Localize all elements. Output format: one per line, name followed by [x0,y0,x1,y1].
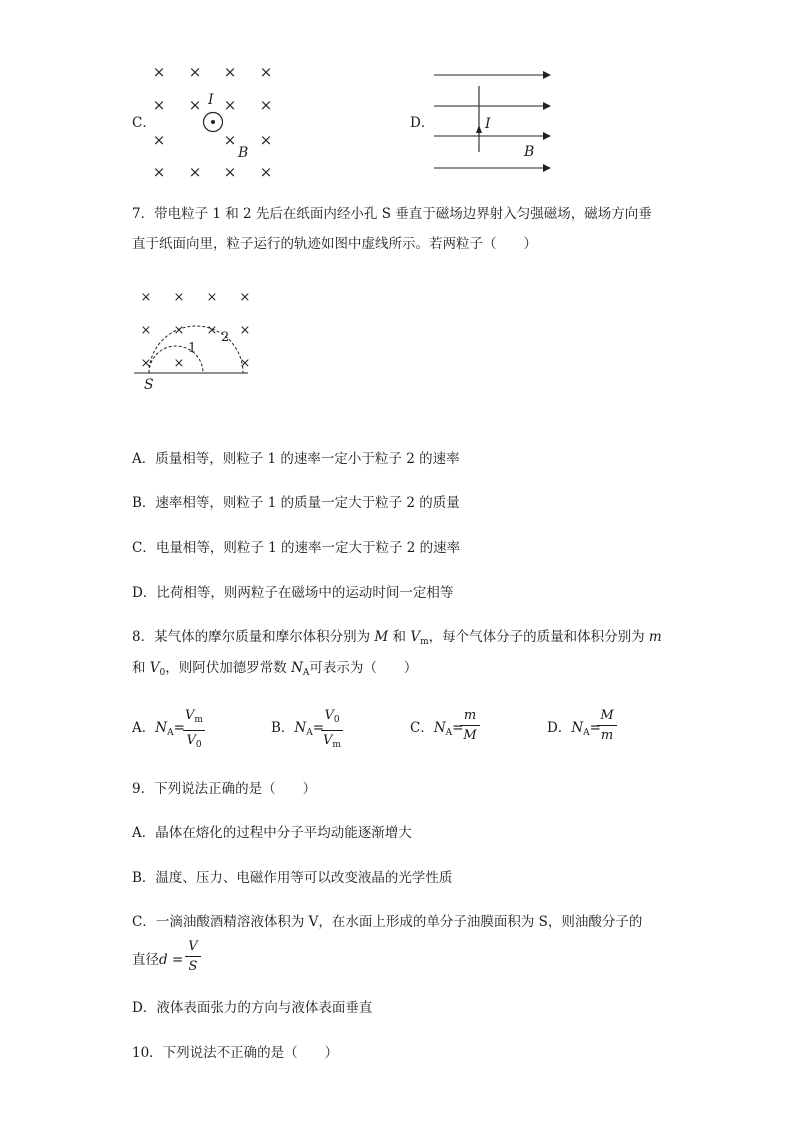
cross-mark: × [223,96,237,114]
cross-mark: × [140,356,152,371]
cross-mark: × [206,323,218,338]
cross-mark: × [239,323,251,338]
hole-label: S [144,377,154,393]
cross-mark: × [173,356,185,371]
cross-mark: × [259,96,273,114]
cross-mark: × [259,163,273,181]
q9-stem: 9．下列说法正确的是（ ） [132,781,317,797]
field-label: B [238,145,249,161]
q6-option-d-label: D． [410,115,435,131]
cross-mark: × [152,96,166,114]
q6-option-c-label: C． [132,115,156,131]
cross-mark: × [223,163,237,181]
q7-option-a: A．质量相等，则粒子 1 的速率一定小于粒子 2 的速率 [132,451,460,467]
q8-option-a-fraction: $V_m$ $V_0$ [183,707,205,754]
q8-option-b-fraction: $V_0$ $V_m$ [321,707,343,754]
cross-mark: × [259,63,273,81]
cross-mark: × [173,323,185,338]
cross-mark: × [188,163,202,181]
q10-stem: 10．下列说法不正确的是（ ） [132,1045,339,1061]
current-dot [211,120,215,124]
cross-mark: × [140,323,152,338]
q9-diameter-fraction: V S [185,938,201,975]
cross-mark: × [140,290,152,305]
cross-mark: × [152,63,166,81]
q8-stem-line2: 和 $V_0$，则阿伏加德罗常数 $N_A$可表示为（ ） [132,660,418,678]
q9-option-b: B．温度、压力、电磁作用等可以改变液晶的光学性质 [132,870,453,886]
q9-option-d: D．液体表面张力的方向与液体表面垂直 [132,1000,373,1016]
current-label: I [208,92,214,108]
cross-mark: × [223,63,237,81]
q7-stem-line2: 直于纸面向里，粒子运行的轨迹如图中虚线所示。若两粒子（ ） [132,236,537,252]
q8-option-d-fraction: M m [597,707,617,744]
trajectory-2-label: 2 [221,330,230,345]
q9-option-c-line2: 直径d = [132,952,184,968]
current-label: I [485,116,491,132]
cross-mark: × [206,290,218,305]
q8-stem-line1: 8．某气体的摩尔质量和摩尔体积分别为 M 和 $V_m$，每个气体分子的质量和体积分别为 m [132,629,662,647]
q9-option-a: A．晶体在熔化的过程中分子平均动能逐渐增大 [132,825,412,841]
q7-option-c: C．电量相等，则粒子 1 的速率一定大于粒子 2 的速率 [132,540,461,556]
q8-option-c-fraction: m M [460,707,480,744]
q7-option-d: D．比荷相等，则两粒子在磁场中的运动时间一定相等 [132,585,454,601]
cross-mark: × [239,356,251,371]
cross-mark: × [259,131,273,149]
current-arrow-icon [476,125,482,133]
q8-option-a: A．$N_A=$ [132,720,185,738]
q7-figure [130,282,260,394]
q8-option-b: B．$N_A=$ [271,720,325,738]
trajectory-1-label: 1 [188,341,197,356]
q9-option-c-line1: C．一滴油酸酒精溶液体积为 V，在水面上形成的单分子油膜面积为 S，则油酸分子的 [132,914,643,930]
field-label: B [524,144,535,160]
q8-option-c: C．$N_A=$ [410,720,464,738]
cross-mark: × [188,96,202,114]
q7-stem-line1: 7．带电粒子 1 和 2 先后在纸面内经小孔 S 垂直于磁场边界射入匀强磁场，磁场方向垂 [132,206,652,222]
cross-mark: × [188,63,202,81]
cross-mark: × [152,163,166,181]
cross-mark: × [223,131,237,149]
cross-mark: × [173,290,185,305]
q8-option-d: D．$N_A=$ [547,720,601,738]
q6-figure-d [430,64,556,176]
q6-figure-c [146,58,286,186]
cross-mark: × [239,290,251,305]
cross-mark: × [152,131,166,149]
q7-option-b: B．速率相等，则粒子 1 的质量一定大于粒子 2 的质量 [132,495,460,511]
